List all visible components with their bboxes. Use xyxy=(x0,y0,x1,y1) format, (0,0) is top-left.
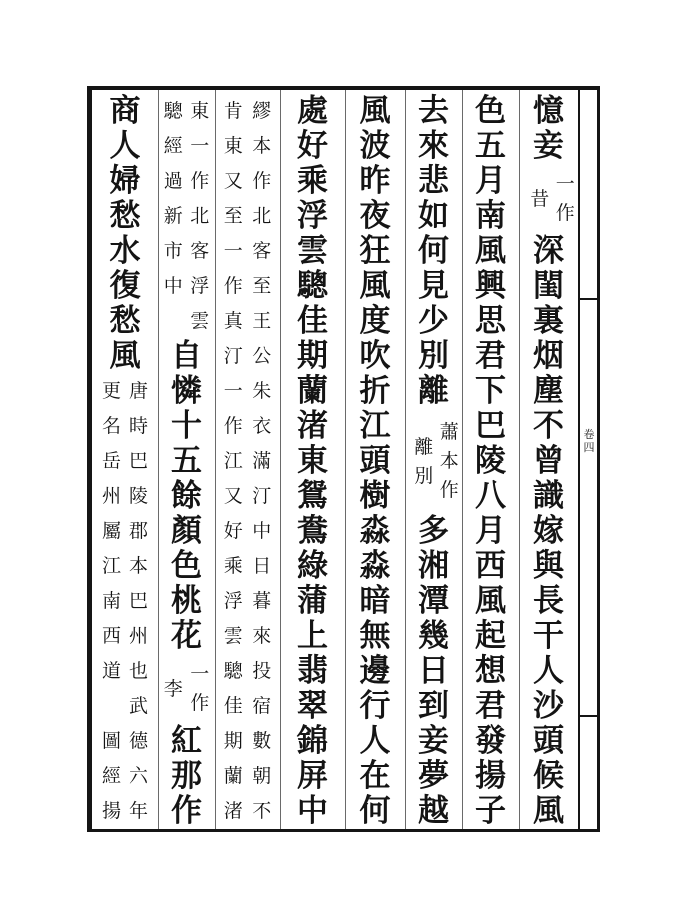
character: 綠 xyxy=(297,548,328,584)
character: 南 xyxy=(475,198,506,234)
character: 好 xyxy=(223,520,243,542)
character: 江 xyxy=(101,555,121,577)
character: 顏 xyxy=(171,513,202,549)
character: 自 xyxy=(171,338,202,374)
fold-outer-border xyxy=(597,86,600,832)
character: 卷 xyxy=(583,428,595,441)
character: 新 xyxy=(163,205,183,227)
character: 子 xyxy=(475,793,506,829)
column-3-annotation xyxy=(405,409,462,514)
character: 至 xyxy=(223,205,243,227)
character: 繆 xyxy=(252,100,272,122)
character: 來 xyxy=(418,128,449,164)
character: 風 xyxy=(359,268,391,304)
character: 好 xyxy=(297,128,328,164)
character: 肯 xyxy=(223,100,243,122)
character: 本 xyxy=(252,135,272,157)
character: 多 xyxy=(418,513,449,549)
character: 人 xyxy=(109,128,141,164)
character: 風 xyxy=(359,93,391,129)
frame-top-border xyxy=(87,86,600,90)
character: 何 xyxy=(359,793,391,829)
character: 也 xyxy=(128,660,148,682)
character: 朱 xyxy=(252,380,272,402)
character: 鴛 xyxy=(297,478,328,514)
character: 暮 xyxy=(252,590,272,612)
character: 州 xyxy=(128,625,148,647)
character: 期 xyxy=(297,338,328,374)
character: 風 xyxy=(109,338,141,374)
character: 愁 xyxy=(109,198,141,234)
character: 興 xyxy=(475,268,506,304)
character: 浮 xyxy=(223,590,243,612)
character: 水 xyxy=(109,233,141,269)
annotation-right xyxy=(187,654,214,724)
character: 一 xyxy=(555,173,575,195)
character: 折 xyxy=(359,373,391,409)
column-7-annotation-2 xyxy=(158,654,215,724)
character: 吹 xyxy=(359,338,391,374)
character: 驄 xyxy=(223,660,243,682)
character: 深 xyxy=(533,233,564,269)
character: 朝 xyxy=(252,765,272,787)
character: 狂 xyxy=(359,233,391,269)
annotation-left xyxy=(160,654,187,724)
character: 揚 xyxy=(101,800,121,822)
character: 客 xyxy=(252,240,272,262)
character: 浮 xyxy=(297,198,328,234)
character: 一 xyxy=(223,380,243,402)
character: 發 xyxy=(475,723,506,759)
character: 雲 xyxy=(297,233,328,269)
character: 作 xyxy=(190,170,210,192)
column-8-main-text xyxy=(92,94,158,374)
character: 東 xyxy=(297,443,328,479)
character: 夢 xyxy=(418,758,449,794)
annotation-right xyxy=(248,94,277,829)
annotation-left-part-b xyxy=(98,724,125,829)
character: 蘭 xyxy=(223,765,243,787)
character: 經 xyxy=(163,135,183,157)
annotation-right xyxy=(187,94,214,339)
text-column-6 xyxy=(215,94,280,829)
character: 日 xyxy=(252,555,272,577)
character: 淼 xyxy=(359,548,391,584)
character: 閨 xyxy=(533,268,564,304)
character: 翠 xyxy=(297,688,328,724)
character: 五 xyxy=(475,128,506,164)
character: 與 xyxy=(533,548,564,584)
character: 長 xyxy=(533,583,564,619)
character: 人 xyxy=(533,653,564,689)
character: 本 xyxy=(439,450,459,472)
character: 離 xyxy=(418,373,449,409)
character: 東 xyxy=(223,135,243,157)
character: 那 xyxy=(171,758,202,794)
character: 驄 xyxy=(297,268,328,304)
character: 風 xyxy=(533,793,564,829)
character: 紅 xyxy=(171,723,202,759)
character: 思 xyxy=(475,303,506,339)
character: 雲 xyxy=(223,625,243,647)
character: 不 xyxy=(533,408,564,444)
character: 巴 xyxy=(475,408,506,444)
character: 色 xyxy=(475,93,506,129)
character: 樹 xyxy=(359,478,391,514)
character: 中 xyxy=(297,793,328,829)
character: 時 xyxy=(128,415,148,437)
column-7-main-text-b xyxy=(158,724,215,829)
character: 何 xyxy=(418,233,449,269)
character: 曾 xyxy=(533,443,564,479)
character: 處 xyxy=(297,93,328,129)
character: 憐 xyxy=(171,373,202,409)
text-column-7 xyxy=(158,94,215,829)
character: 東 xyxy=(190,100,210,122)
character: 投 xyxy=(252,660,272,682)
character: 塵 xyxy=(533,373,564,409)
character: 巴 xyxy=(128,450,148,472)
text-column-4 xyxy=(345,94,405,829)
annotation-right xyxy=(553,164,579,234)
character: 人 xyxy=(359,723,391,759)
character: 作 xyxy=(223,275,243,297)
character: 見 xyxy=(418,268,449,304)
fold-fishtail-lower xyxy=(578,715,600,717)
character: 六 xyxy=(128,765,148,787)
character: 下 xyxy=(475,373,506,409)
character: 過 xyxy=(163,170,183,192)
character: 憶 xyxy=(533,93,564,129)
column-2-main-text xyxy=(462,94,519,829)
character: 君 xyxy=(475,338,506,374)
character: 岳 xyxy=(101,450,121,472)
character: 郡 xyxy=(128,520,148,542)
character: 市 xyxy=(163,240,183,262)
character: 邊 xyxy=(359,653,391,689)
character: 錦 xyxy=(297,723,328,759)
character: 德 xyxy=(128,730,148,752)
character: 年 xyxy=(128,800,148,822)
character: 揚 xyxy=(475,758,506,794)
character: 上 xyxy=(297,618,328,654)
annotation-left xyxy=(219,94,248,829)
column-1-annotation xyxy=(519,164,578,234)
character: 行 xyxy=(359,688,391,724)
character: 別 xyxy=(418,338,449,374)
character: 花 xyxy=(171,618,202,654)
character: 滿 xyxy=(252,450,272,472)
character: 月 xyxy=(475,513,506,549)
character: 商 xyxy=(109,93,141,129)
character: 妾 xyxy=(533,128,564,164)
character: 色 xyxy=(171,548,202,584)
character: 起 xyxy=(475,618,506,654)
character: 十 xyxy=(171,408,202,444)
character: 不 xyxy=(252,800,272,822)
character: 南 xyxy=(101,590,121,612)
character: 四 xyxy=(583,441,595,454)
text-column-2 xyxy=(462,94,519,829)
character: 又 xyxy=(223,485,243,507)
character: 波 xyxy=(359,128,391,164)
character: 蒲 xyxy=(297,583,328,619)
character: 西 xyxy=(475,548,506,584)
character: 圖 xyxy=(101,730,121,752)
annotation-right xyxy=(125,374,152,829)
character: 愁 xyxy=(109,303,141,339)
text-column-8 xyxy=(92,94,158,829)
character: 識 xyxy=(533,478,564,514)
character: 婦 xyxy=(109,163,141,199)
character: 少 xyxy=(418,303,449,339)
text-column-5 xyxy=(280,94,345,829)
character: 翡 xyxy=(297,653,328,689)
character: 妾 xyxy=(418,723,449,759)
column-6-annotation xyxy=(215,94,280,829)
annotation-left xyxy=(98,374,125,829)
annotation-left-part-a xyxy=(98,374,125,689)
character: 汀 xyxy=(223,345,243,367)
character: 客 xyxy=(190,240,210,262)
character: 到 xyxy=(418,688,449,724)
character: 想 xyxy=(475,653,506,689)
character: 風 xyxy=(475,583,506,619)
column-4-main-text xyxy=(345,94,405,829)
character: 五 xyxy=(171,443,202,479)
annotation-left xyxy=(411,409,437,514)
character: 悲 xyxy=(418,163,449,199)
character: 如 xyxy=(418,198,449,234)
character: 經 xyxy=(101,765,121,787)
character: 作 xyxy=(555,202,575,224)
character: 屬 xyxy=(101,520,121,542)
character: 餘 xyxy=(171,478,202,514)
character: 巴 xyxy=(128,590,148,612)
character: 真 xyxy=(223,310,243,332)
character: 宿 xyxy=(252,695,272,717)
character: 西 xyxy=(101,625,121,647)
character: 越 xyxy=(418,793,449,829)
character: 蕭 xyxy=(439,421,459,443)
column-3-main-text-a xyxy=(405,94,462,409)
annotation-right xyxy=(437,409,463,514)
character: 月 xyxy=(475,163,506,199)
character: 幾 xyxy=(418,618,449,654)
character: 作 xyxy=(223,415,243,437)
character: 佳 xyxy=(297,303,328,339)
character: 佳 xyxy=(223,695,243,717)
text-column-1 xyxy=(519,94,578,829)
character: 作 xyxy=(252,170,272,192)
character: 一 xyxy=(190,663,210,685)
character: 頭 xyxy=(533,723,564,759)
character: 作 xyxy=(439,479,459,501)
character: 數 xyxy=(252,730,272,752)
character: 作 xyxy=(190,692,210,714)
fold-juan-label xyxy=(580,428,598,454)
character: 去 xyxy=(418,93,449,129)
character: 裏 xyxy=(533,303,564,339)
character: 無 xyxy=(359,618,391,654)
character: 干 xyxy=(533,618,564,654)
character: 陵 xyxy=(128,485,148,507)
character: 李 xyxy=(163,677,183,700)
character: 江 xyxy=(223,450,243,472)
character: 屏 xyxy=(297,758,328,794)
character: 北 xyxy=(252,205,272,227)
fold-fishtail-upper xyxy=(578,298,600,300)
character: 離 xyxy=(414,435,434,458)
character: 度 xyxy=(359,303,391,339)
character: 一 xyxy=(190,135,210,157)
character: 蘭 xyxy=(297,373,328,409)
character: 乘 xyxy=(223,555,243,577)
character: 一 xyxy=(223,240,243,262)
character: 唐 xyxy=(128,380,148,402)
character: 州 xyxy=(101,485,121,507)
character: 渚 xyxy=(297,408,328,444)
column-8-annotation xyxy=(92,374,158,829)
character: 更 xyxy=(101,380,121,402)
character: 名 xyxy=(101,415,121,437)
character: 浮 xyxy=(190,275,210,297)
fold-inner-border xyxy=(578,86,580,832)
character: 昨 xyxy=(359,163,391,199)
character: 期 xyxy=(223,730,243,752)
character: 沙 xyxy=(533,688,564,724)
column-3-main-text-b xyxy=(405,514,462,829)
column-5-main-text xyxy=(280,94,345,829)
annotation-left xyxy=(160,94,187,339)
character: 嫁 xyxy=(533,513,564,549)
character: 渚 xyxy=(223,800,243,822)
character: 衣 xyxy=(252,415,272,437)
character: 本 xyxy=(128,555,148,577)
character: 在 xyxy=(359,758,391,794)
character: 湘 xyxy=(418,548,449,584)
character: 八 xyxy=(475,478,506,514)
character: 桃 xyxy=(171,583,202,619)
character: 昔 xyxy=(530,187,550,210)
character: 武 xyxy=(128,695,148,717)
text-column-3 xyxy=(405,94,462,829)
character: 別 xyxy=(414,464,434,487)
character: 作 xyxy=(171,793,202,829)
character: 鴦 xyxy=(297,513,328,549)
character: 頭 xyxy=(359,443,391,479)
character: 日 xyxy=(418,653,449,689)
character: 候 xyxy=(533,758,564,794)
character: 中 xyxy=(252,520,272,542)
character: 又 xyxy=(223,170,243,192)
character: 來 xyxy=(252,625,272,647)
character: 王 xyxy=(252,310,272,332)
column-1-main-text-a xyxy=(519,94,578,164)
character: 中 xyxy=(163,275,183,297)
character: 至 xyxy=(252,275,272,297)
character: 公 xyxy=(252,345,272,367)
character: 北 xyxy=(190,205,210,227)
character: 潭 xyxy=(418,583,449,619)
character: 道 xyxy=(101,660,121,682)
character: 驄 xyxy=(163,100,183,122)
character: 風 xyxy=(475,233,506,269)
character: 暗 xyxy=(359,583,391,619)
character: 汀 xyxy=(252,485,272,507)
character: 烟 xyxy=(533,338,564,374)
column-7-main-text-a xyxy=(158,339,215,654)
character: 復 xyxy=(109,268,141,304)
character: 夜 xyxy=(359,198,391,234)
character: 淼 xyxy=(359,513,391,549)
character: 江 xyxy=(359,408,391,444)
character: 雲 xyxy=(190,310,210,332)
character: 乘 xyxy=(297,163,328,199)
character: 陵 xyxy=(475,443,506,479)
column-1-main-text-b xyxy=(519,234,578,829)
character: 君 xyxy=(475,688,506,724)
frame-bottom-border xyxy=(87,829,600,832)
column-7-annotation-1 xyxy=(158,94,215,339)
annotation-left xyxy=(527,164,553,234)
